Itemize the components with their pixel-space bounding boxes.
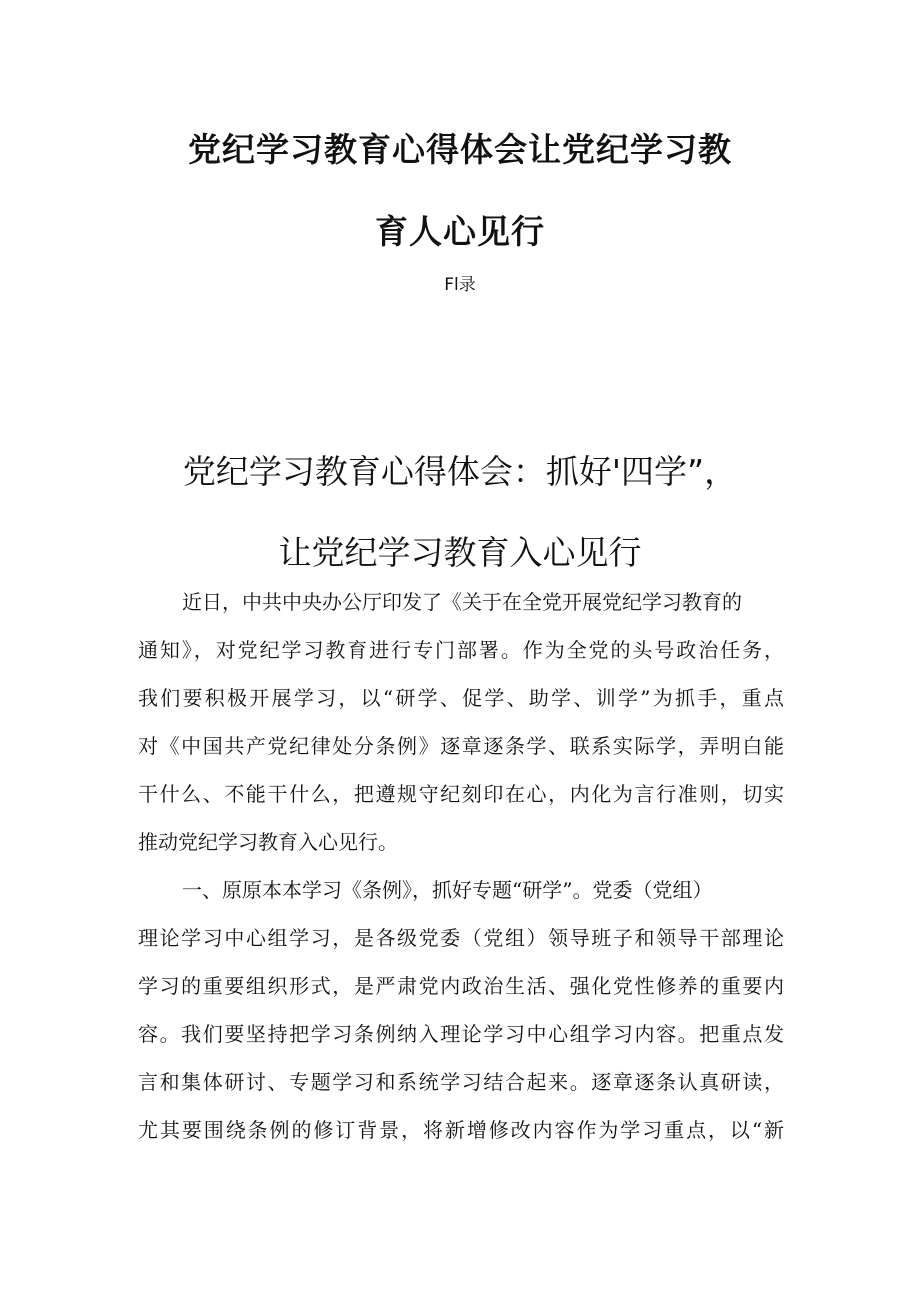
paragraph-2-line-3: 学习的重要组织形式，是严肃党内政治生活、强化党性修养的重要内 (138, 974, 784, 998)
paragraph-2-line-5: 言和集体研讨、专题学习和系统学习结合起来。逐章逐条认真研读， (138, 1070, 784, 1094)
section-title-line-1: 党纪学习教育心得体会：抓好'四学”， (182, 452, 738, 491)
paragraph-1-line-4: 对《中国共产党纪律处分条例》逐章逐条学、联系实际学，弄明白能 (138, 734, 784, 758)
paragraph-1-line-5: 干什么、不能干什么，把遵规守纪刻印在心，内化为言行准则，切实 (138, 782, 784, 806)
document-title-line-1: 党纪学习教育心得体会让党纪学习教 (188, 130, 732, 169)
paragraph-2-line-2: 理论学习中心组学习，是各级党委（党组）领导班子和领导干部理论 (138, 926, 784, 950)
paragraph-1-line-2: 通知》，对党纪学习教育进行专门部署。作为全党的头号政治任务， (138, 638, 784, 662)
document-title-line-2: 育人心见行 (375, 212, 545, 251)
paragraph-1-line-1: 近日，中共中央办公厅印发了《关于在全党开展党纪学习教育的 (182, 590, 742, 614)
paragraph-2-line-4: 容。我们要坚持把学习条例纳入理论学习中心组学习内容。把重点发 (138, 1022, 784, 1046)
paragraph-1-line-3: 我们要积极开展学习，以“研学、促学、助学、训学”为抓手，重点 (138, 686, 784, 710)
body-text (138, 0, 784, 1301)
section-title-line-2: 让党纪学习教育入心见行 (278, 533, 642, 572)
paragraph-2-line-1: 一、原原本本学习《条例》，抓好专题“研学”。党委（党组） (182, 878, 713, 902)
toc-label: Fl录 (444, 275, 476, 295)
paragraph-2-line-6: 尤其要围绕条例的修订背景，将新增修改内容作为学习重点，以“新 (138, 1118, 784, 1142)
paragraph-1-line-6: 推动党纪学习教育入心见行。 (138, 830, 398, 854)
